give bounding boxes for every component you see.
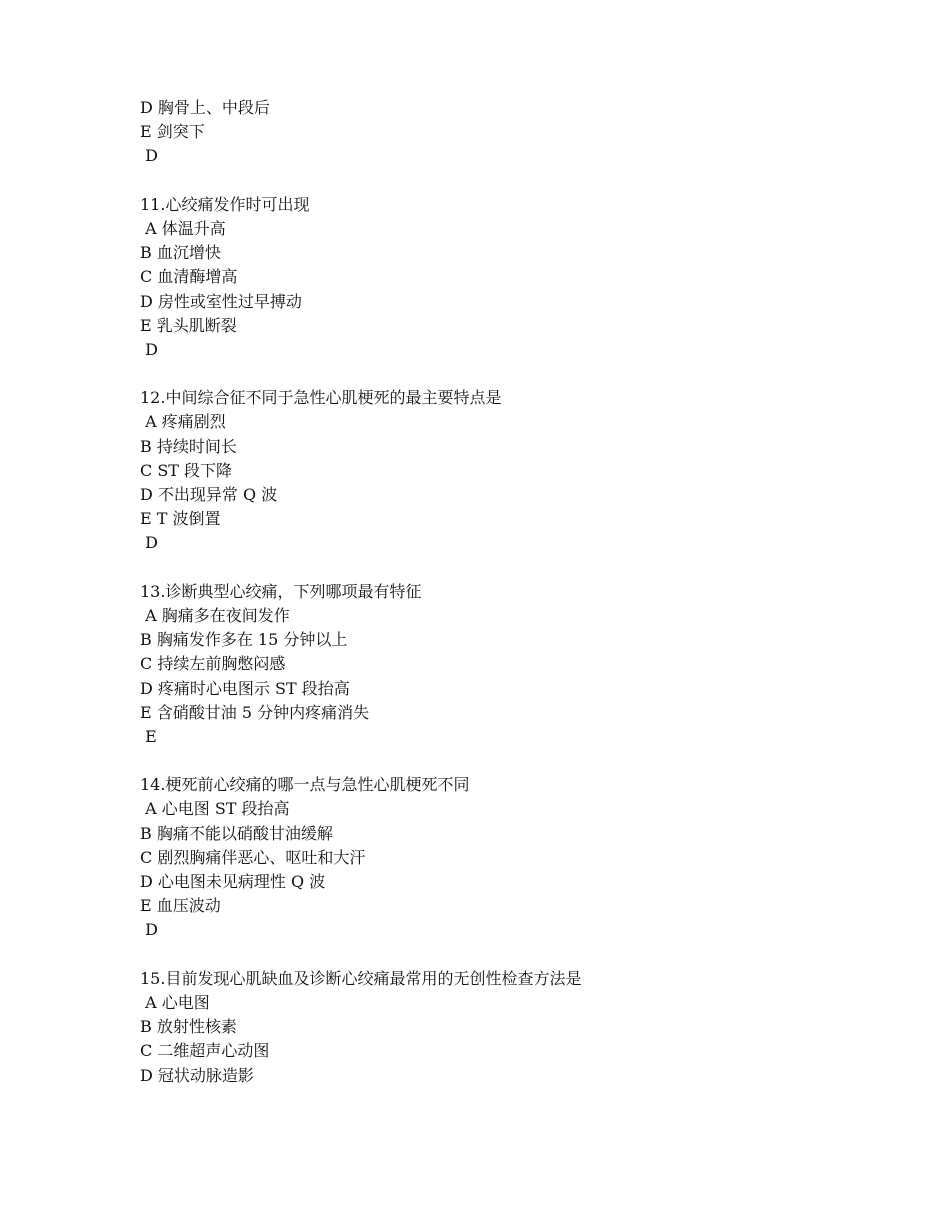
answer-text: D <box>140 533 158 553</box>
option-text: D 心电图未见病理性 Q 波 <box>140 872 326 891</box>
option-text: E 剑突下 <box>140 122 205 142</box>
option-text: D 胸骨上、中段后 <box>140 98 270 117</box>
answer-text: D <box>140 146 158 166</box>
option-text: A 体温升高 <box>140 218 226 238</box>
option-text: E T 波倒置 <box>140 509 221 529</box>
option-text: C 二维超声心动图 <box>140 1041 270 1061</box>
option-text: C 剧烈胸痛伴恶心、呕吐和大汗 <box>140 847 366 867</box>
option-text: C 持续左前胸憋闷感 <box>140 654 286 674</box>
answer-text: D <box>140 920 158 940</box>
question-text: 13.诊断典型心绞痛，下列哪项最有特征 <box>140 581 422 601</box>
option-text: A 疼痛剧烈 <box>140 412 226 432</box>
option-text: D 不出现异常 Q 波 <box>140 485 278 504</box>
option-text: D 房性或室性过早搏动 <box>140 291 302 311</box>
option-text: D 疼痛时心电图示 ST 段抬高 <box>140 678 350 698</box>
option-text: A 胸痛多在夜间发作 <box>140 605 290 625</box>
option-text: C ST 段下降 <box>140 460 233 480</box>
option-text: B 持续时间长 <box>140 436 237 456</box>
blank-line <box>140 943 900 967</box>
option-text: E 血压波动 <box>140 896 221 916</box>
option-text: E 乳头肌断裂 <box>140 315 237 335</box>
question-text: 12.中间综合征不同于急性心肌梗死的最主要特点是 <box>140 388 502 408</box>
option-text: B 胸痛发作多在 15 分钟以上 <box>140 630 348 650</box>
option-text: E 含硝酸甘油 5 分钟内疼痛消失 <box>140 702 370 722</box>
blank-line <box>140 169 900 193</box>
question-text: 11.心绞痛发作时可出现 <box>140 194 310 214</box>
option-text: B 胸痛不能以硝酸甘油缓解 <box>140 823 333 843</box>
option-text: A 心电图 <box>140 992 210 1012</box>
document-page <box>140 96 900 1088</box>
blank-line <box>140 362 900 386</box>
question-text: 14.梗死前心绞痛的哪一点与急性心肌梗死不同 <box>140 775 470 795</box>
option-text: B 放射性核素 <box>140 1017 237 1037</box>
blank-line <box>140 749 900 773</box>
option-text: D 冠状动脉造影 <box>140 1065 254 1085</box>
answer-text: D <box>140 339 158 359</box>
question-text: 15.目前发现心肌缺血及诊断心绞痛最常用的无创性检查方法是 <box>140 968 582 988</box>
option-text: C 血清酶增高 <box>140 267 238 287</box>
blank-line <box>140 556 900 580</box>
option-text: A 心电图 ST 段抬高 <box>140 799 290 819</box>
answer-text: E <box>140 726 157 746</box>
option-text: B 血沉增快 <box>140 243 221 263</box>
